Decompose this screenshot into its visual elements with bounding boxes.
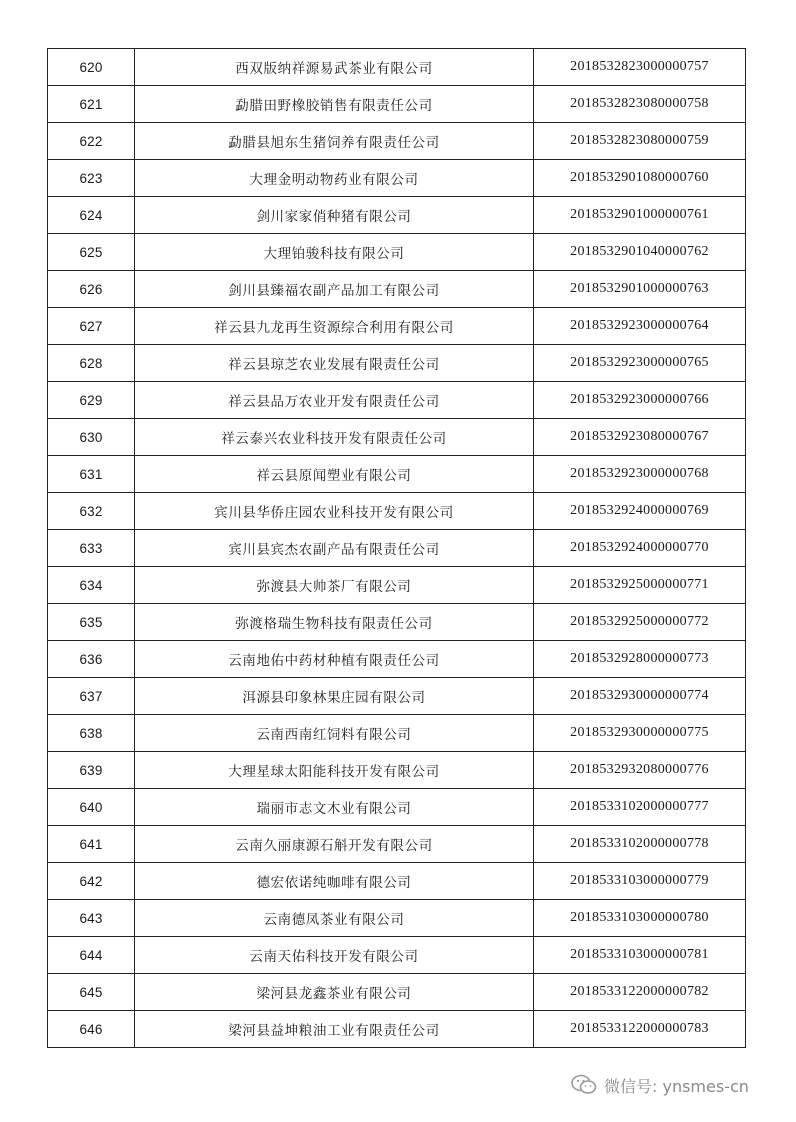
row-number-cell: 632 (48, 493, 135, 530)
row-number-cell: 635 (48, 604, 135, 641)
table-row (48, 234, 746, 271)
company-registry-table (47, 48, 746, 1048)
registration-code-cell: 2018532901000000761 (534, 197, 746, 234)
registration-code-cell: 2018532923000000765 (534, 345, 746, 382)
row-number-cell: 641 (48, 826, 135, 863)
registration-code-cell: 2018532901000000763 (534, 271, 746, 308)
table-row (48, 678, 746, 715)
wechat-icon (570, 1073, 598, 1097)
row-number-cell: 636 (48, 641, 135, 678)
row-number-cell: 621 (48, 86, 135, 123)
table-row (48, 604, 746, 641)
row-number-cell: 626 (48, 271, 135, 308)
row-number-cell: 644 (48, 937, 135, 974)
company-name-cell: 德宏依诺纯咖啡有限公司 (135, 863, 534, 900)
row-number-cell: 633 (48, 530, 135, 567)
watermark-text: 微信号: ynsmes-cn (604, 1076, 749, 1096)
company-name-cell: 大理金明动物药业有限公司 (135, 160, 534, 197)
company-name-cell: 弥渡格瑞生物科技有限责任公司 (135, 604, 534, 641)
registration-code-cell: 2018532928000000773 (534, 641, 746, 678)
company-name-cell: 祥云县九龙再生资源综合利用有限公司 (135, 308, 534, 345)
row-number-cell: 646 (48, 1011, 135, 1048)
registration-code-cell: 2018532925000000771 (534, 567, 746, 604)
registration-code-cell: 2018532924000000770 (534, 530, 746, 567)
row-number-cell: 627 (48, 308, 135, 345)
registration-code-cell: 2018532930000000774 (534, 678, 746, 715)
table-row (48, 826, 746, 863)
company-name-cell: 云南天佑科技开发有限公司 (135, 937, 534, 974)
table-row (48, 752, 746, 789)
company-name-cell: 祥云县原闻塑业有限公司 (135, 456, 534, 493)
wechat-watermark (570, 1070, 749, 1100)
registration-code-cell: 2018532901080000760 (534, 160, 746, 197)
registration-code-cell: 2018533103000000779 (534, 863, 746, 900)
table-row (48, 456, 746, 493)
table-row (48, 937, 746, 974)
registration-code-cell: 2018532932080000776 (534, 752, 746, 789)
table-row (48, 493, 746, 530)
row-number-cell: 640 (48, 789, 135, 826)
registration-code-cell: 2018532823080000758 (534, 86, 746, 123)
row-number-cell: 642 (48, 863, 135, 900)
table-body (48, 49, 746, 1048)
registration-code-cell: 2018532923000000764 (534, 308, 746, 345)
table-row (48, 863, 746, 900)
row-number-cell: 639 (48, 752, 135, 789)
row-number-cell: 643 (48, 900, 135, 937)
row-number-cell: 628 (48, 345, 135, 382)
company-name-cell: 祥云县琼芝农业发展有限责任公司 (135, 345, 534, 382)
company-name-cell: 瑞丽市志文木业有限公司 (135, 789, 534, 826)
table-row (48, 382, 746, 419)
table-row (48, 197, 746, 234)
table-row (48, 530, 746, 567)
company-name-cell: 梁河县益坤粮油工业有限责任公司 (135, 1011, 534, 1048)
registration-code-cell: 2018532923000000768 (534, 456, 746, 493)
company-name-cell: 宾川县华侨庄园农业科技开发有限公司 (135, 493, 534, 530)
table-row (48, 419, 746, 456)
company-name-cell: 勐腊田野橡胶销售有限责任公司 (135, 86, 534, 123)
table-row (48, 345, 746, 382)
table-row (48, 271, 746, 308)
table-row (48, 123, 746, 160)
registration-code-cell: 2018532923000000766 (534, 382, 746, 419)
company-name-cell: 祥云泰兴农业科技开发有限责任公司 (135, 419, 534, 456)
row-number-cell: 631 (48, 456, 135, 493)
company-name-cell: 大理星球太阳能科技开发有限公司 (135, 752, 534, 789)
table-row (48, 900, 746, 937)
row-number-cell: 622 (48, 123, 135, 160)
table-row (48, 641, 746, 678)
company-name-cell: 梁河县龙鑫茶业有限公司 (135, 974, 534, 1011)
table-row (48, 86, 746, 123)
company-name-cell: 剑川家家俏种猪有限公司 (135, 197, 534, 234)
company-name-cell: 勐腊县旭东生猪饲养有限责任公司 (135, 123, 534, 160)
registration-code-cell: 2018533122000000783 (534, 1011, 746, 1048)
registration-code-cell: 2018533122000000782 (534, 974, 746, 1011)
registration-code-cell: 2018532924000000769 (534, 493, 746, 530)
company-name-cell: 弥渡县大帅茶厂有限公司 (135, 567, 534, 604)
registration-code-cell: 2018533102000000777 (534, 789, 746, 826)
registration-code-cell: 2018533102000000778 (534, 826, 746, 863)
company-name-cell: 洱源县印象林果庄园有限公司 (135, 678, 534, 715)
table-row (48, 49, 746, 86)
table-row (48, 974, 746, 1011)
registration-code-cell: 2018532823080000759 (534, 123, 746, 160)
row-number-cell: 624 (48, 197, 135, 234)
company-name-cell: 大理铂骏科技有限公司 (135, 234, 534, 271)
row-number-cell: 637 (48, 678, 135, 715)
table-row (48, 715, 746, 752)
registration-code-cell: 2018532923080000767 (534, 419, 746, 456)
registration-code-cell: 2018532901040000762 (534, 234, 746, 271)
company-name-cell: 剑川县臻福农副产品加工有限公司 (135, 271, 534, 308)
registration-code-cell: 2018532930000000775 (534, 715, 746, 752)
row-number-cell: 620 (48, 49, 135, 86)
company-name-cell: 云南西南红饲料有限公司 (135, 715, 534, 752)
company-name-cell: 祥云县品万农业开发有限责任公司 (135, 382, 534, 419)
row-number-cell: 638 (48, 715, 135, 752)
company-name-cell: 云南地佑中药材种植有限责任公司 (135, 641, 534, 678)
row-number-cell: 645 (48, 974, 135, 1011)
registration-code-cell: 2018533103000000780 (534, 900, 746, 937)
table-row (48, 1011, 746, 1048)
company-name-cell: 云南久丽康源石斛开发有限公司 (135, 826, 534, 863)
table-row (48, 567, 746, 604)
row-number-cell: 625 (48, 234, 135, 271)
registration-code-cell: 2018532823000000757 (534, 49, 746, 86)
row-number-cell: 623 (48, 160, 135, 197)
row-number-cell: 630 (48, 419, 135, 456)
registration-code-cell: 2018533103000000781 (534, 937, 746, 974)
registration-code-cell: 2018532925000000772 (534, 604, 746, 641)
table-row (48, 308, 746, 345)
company-name-cell: 宾川县宾杰农副产品有限责任公司 (135, 530, 534, 567)
row-number-cell: 629 (48, 382, 135, 419)
table-row (48, 789, 746, 826)
company-name-cell: 西双版纳祥源易武茶业有限公司 (135, 49, 534, 86)
row-number-cell: 634 (48, 567, 135, 604)
company-name-cell: 云南德凤茶业有限公司 (135, 900, 534, 937)
table-row (48, 160, 746, 197)
